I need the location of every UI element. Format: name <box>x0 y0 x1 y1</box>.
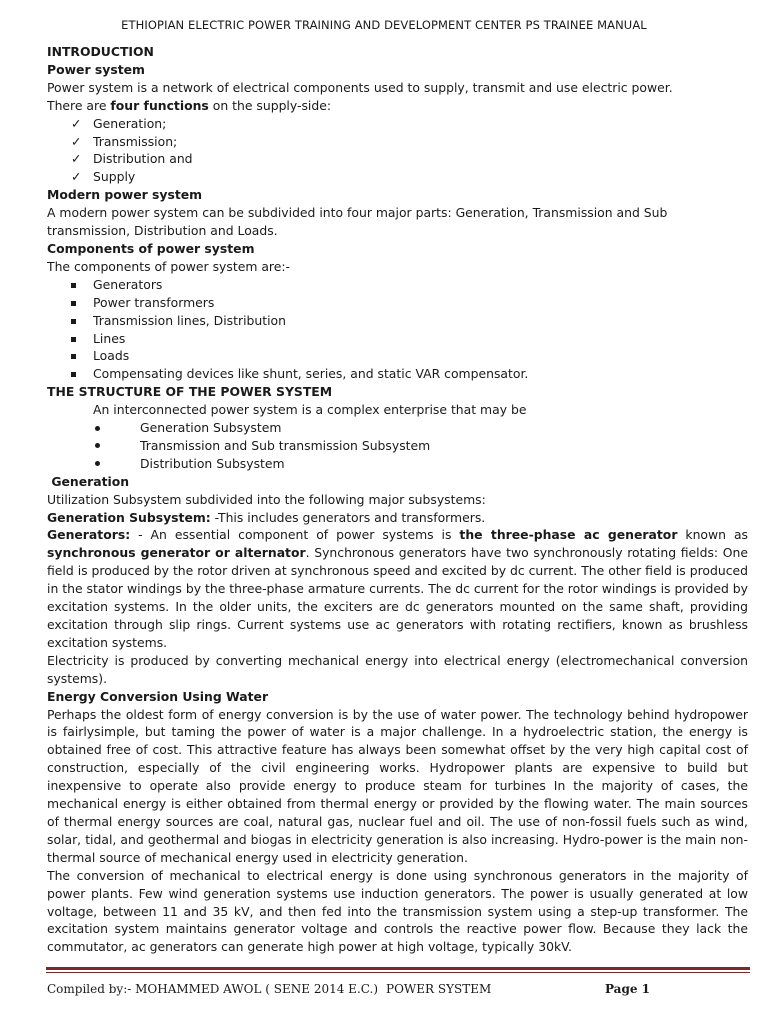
generation-heading: Generation <box>47 473 130 489</box>
components-intro: The components of power system are:- <box>47 258 291 274</box>
list-item: Loads <box>47 347 748 365</box>
list-item: Power transformers <box>47 294 748 312</box>
conversion-paragraph: The conversion of mechanical to electrical energy is done using synchronous generators in the majority of power plants. Few wind generation systems use induction generators. The power is usually generated at low voltage, between 11 and 35 kV, and then fed into the transmission system using a step-up transformer. The excitation system maintains generator voltage and controls the reactive power flow. Because they lack the commutator, ac generators can generate high power at high voltage, typically 30kV. <box>47 867 748 955</box>
functions-checklist <box>47 115 748 187</box>
list-item: Generators <box>47 276 748 294</box>
list-item: Transmission and Sub transmission Subsystem <box>93 437 748 455</box>
modern-power-system-heading: Modern power system <box>47 187 203 203</box>
page-header: ETHIOPIAN ELECTRIC POWER TRAINING AND DEVELOPMENT CENTER PS TRAINEE MANUAL <box>121 18 647 32</box>
functions-intro: There are four functions on the supply-side: <box>47 97 332 113</box>
power-system-definition: Power system is a network of electrical components used to supply, transmit and use electric power. <box>47 79 673 95</box>
list-item: ✓ Distribution and <box>47 150 748 168</box>
generators-paragraph: Generators: - An essential component of power systems is the three-phase ac generator known as synchronous generator or alternator. Synchronous generators have two synchronously rotating fields: One field is produced by the rotor driven at synchronous speed and excited by dc current. The other field is produced in the stator windings by the three-phase armature currents. The dc current for the rotor windings is provided by excitation systems. In the older units, the exciters are dc generators mounted on the same shaft, providing excitation through slip rings. Current systems use ac generators with rotating rectifiers, known as brushless excitation systems. <box>47 527 748 650</box>
footer-page-number: Page 1 <box>604 982 650 996</box>
footer-divider <box>46 967 750 970</box>
water-energy-paragraph: Perhaps the oldest form of energy conversion is by the use of water power. The technology behind hydropower is fairlysimple, but taming the power of water is a major challenge. In a hydroelectric station, the energy is obtained free of cost. This attractive feature has always been somewhat offset by the very high capital cost of construction, especially of the civil engineering works. Hydropower plants are expensive to build but inexpensive to operate also provide energy to produce steam for turbines In the majority of cases, the mechanical energy is either obtained from thermal energy or provided by the flowing water. The main sources of thermal energy sources are coal, natural gas, nuclear fuel and oil. The use of non-fossil fuels such as wind, solar, tidal, and geothermal and biogas in electricity generation is also increasing. Hydro-power is the main non-thermal source of mechanical energy used in electricity generation. <box>47 706 748 865</box>
document-body <box>47 43 748 956</box>
list-item: Distribution Subsystem <box>93 455 748 473</box>
list-item: Lines <box>47 330 748 348</box>
electricity-paragraph: Electricity is produced by converting mechanical energy into electrical energy (electromechanical conversion systems). <box>47 652 748 686</box>
generation-subsystem-text: Generation Subsystem: -This includes generators and transformers. <box>47 509 486 525</box>
components-heading: Components of power system <box>47 240 255 256</box>
modern-power-system-text: A modern power system can be subdivided into four major parts: Generation, Transmission and Sub transmission, Distribution and Loads. <box>47 205 668 239</box>
utilization-text: Utilization Subsystem subdivided into the following major subsystems: <box>47 491 486 507</box>
list-item: Transmission lines, Distribution <box>47 312 748 330</box>
list-item: Compensating devices like shunt, series, and static VAR compensator. <box>47 365 748 383</box>
footer-divider-thin <box>46 972 750 973</box>
water-energy-heading: Energy Conversion Using Water <box>47 688 269 704</box>
list-item: ✓ Generation; <box>47 115 748 133</box>
introduction-heading: INTRODUCTION <box>47 44 154 59</box>
page-footer <box>47 981 748 1001</box>
structure-intro: An interconnected power system is a complex enterprise that may be <box>93 402 527 418</box>
list-item: ✓ Supply <box>47 168 748 186</box>
subsystems-list <box>47 419 748 473</box>
footer-compiler: Compiled by:- MOHAMMED AWOL ( SENE 2014 E.C.) <box>47 982 379 996</box>
components-list <box>47 276 748 383</box>
power-system-heading: Power system <box>47 61 145 77</box>
list-item: ✓ Transmission; <box>47 133 748 151</box>
footer-subject: POWER SYSTEM <box>386 982 492 996</box>
list-item: Generation Subsystem <box>93 419 748 437</box>
structure-heading: THE STRUCTURE OF THE POWER SYSTEM <box>47 384 333 400</box>
